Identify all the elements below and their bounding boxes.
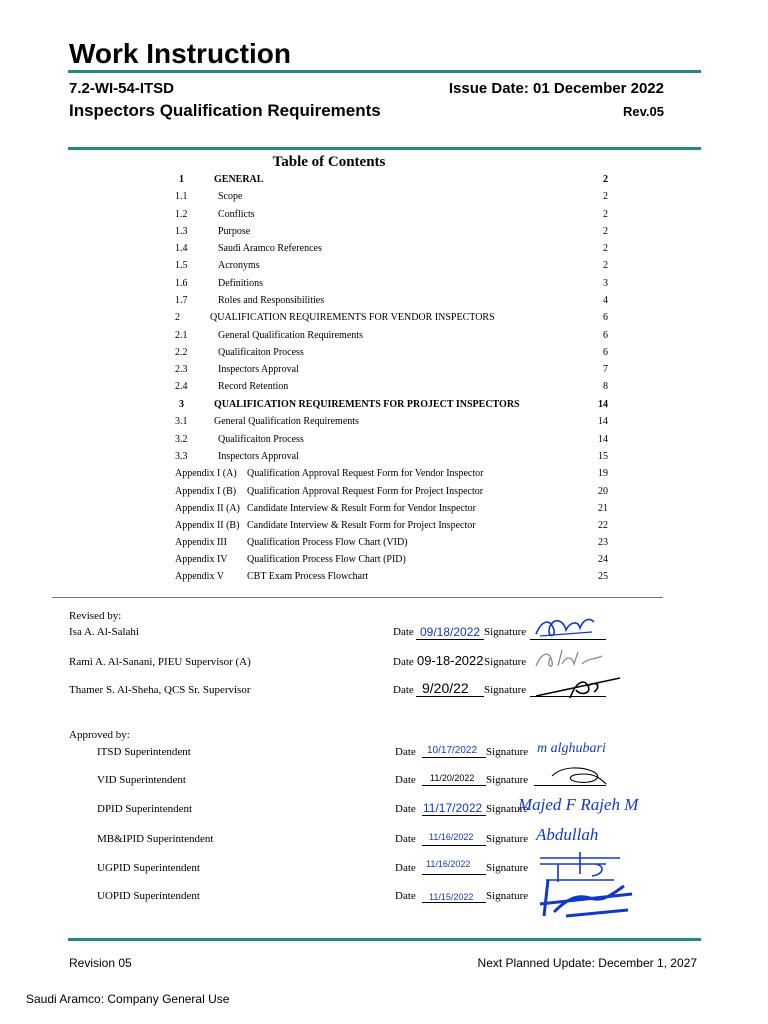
toc-entry-number: 2.2 [175,347,188,358]
date-label: Date [395,803,416,815]
toc-entry [0,295,768,311]
toc-entry-title: Roles and Responsibilities [218,295,325,306]
toc-entry-title: Record Retention [218,381,289,392]
document-title: Work Instruction [69,38,291,69]
toc-entry-page: 19 [598,468,608,479]
date-underline [422,902,486,903]
toc-entry-title: Inspectors Approval [218,451,299,462]
toc-entry [0,174,768,190]
toc-entry-number: 1.1 [175,191,188,202]
date-underline [422,815,486,816]
signature-label: Signature [484,684,527,696]
handwritten-signature [536,876,636,920]
approver-title: UOPID Superintendent [97,890,200,902]
toc-entry [0,468,768,484]
toc-entry-page: 14 [598,416,608,427]
handwritten-signature [532,646,607,672]
date-underline [416,696,484,697]
date-value: 09/18/2022 [420,625,481,639]
reviser-name: Isa A. Al-Salahi [69,626,139,638]
toc-entry-page: 2 [603,174,608,185]
toc-entry-title: General Qualification Requirements [214,416,359,427]
reviser-name: Thamer S. Al-Sheha, QCS Sr. Supervisor [69,684,251,696]
date-value: 11/16/2022 [429,832,474,842]
signature-label: Signature [486,833,529,845]
toc-entry-page: 21 [598,503,608,514]
header-bottom-rule [68,147,701,150]
toc-entry-page: 24 [598,554,608,565]
handwritten-signature [532,672,624,702]
date-label: Date [395,774,416,786]
date-label: Date [393,684,414,696]
toc-entry [0,537,768,553]
date-value: 11/16/2022 [426,859,471,869]
toc-entry [0,520,768,536]
revised-by-label: Revised by: [69,610,122,622]
toc-entry [0,399,768,415]
toc-entry [0,209,768,225]
toc-entry-page: 2 [603,209,608,220]
document-subject: Inspectors Qualification Requirements [69,101,381,120]
date-label: Date [393,656,414,668]
toc-entry-number: 3 [179,399,184,410]
date-value: 09-18-2022 [417,653,484,668]
toc-entry-title: Definitions [218,278,263,289]
date-label: Date [393,626,414,638]
signature-label: Signature [486,862,529,874]
approver-title: UGPID Superintendent [97,862,200,874]
toc-entry-page: 4 [603,295,608,306]
handwritten-signature: Abdullah [536,825,599,844]
toc-entry-number: Appendix II (B) [175,520,240,531]
signature-label: Signature [486,890,529,902]
toc-entry [0,486,768,502]
approver-title: ITSD Superintendent [97,746,191,758]
date-label: Date [395,862,416,874]
toc-entry-title: General Qualification Requirements [218,330,363,341]
toc-entry-title: Candidate Interview & Result Form for Vendor Inspector [247,503,476,514]
toc-entry-title: Saudi Aramco References [218,243,322,254]
toc-entry-page: 23 [598,537,608,548]
handwritten-signature: Majed F Rajeh M [518,795,639,814]
date-value: 11/17/2022 [423,801,483,815]
handwritten-signature: m alghubari [537,741,606,756]
date-value: 9/20/22 [422,680,469,696]
date-value: 11/15/2022 [429,892,474,902]
header-top-rule [68,70,701,73]
signature-label: Signature [486,803,529,815]
toc-entry-number: 3.2 [175,434,188,445]
date-value: 11/20/2022 [430,773,475,783]
toc-entry-page: 2 [603,243,608,254]
handwritten-signature [530,612,600,642]
signature-label: Signature [486,774,529,786]
toc-entry-page: 2 [603,260,608,271]
classification-label: Saudi Aramco: Company General Use [26,992,230,1006]
toc-entry [0,330,768,346]
date-underline [422,845,486,846]
toc-entry-page: 14 [598,434,608,445]
revision-label: Rev.05 [623,104,664,119]
toc-entry [0,278,768,294]
toc-entry-number: 1.7 [175,295,188,306]
toc-entry-number: Appendix I (B) [175,486,237,497]
date-label: Date [395,890,416,902]
toc-entry [0,364,768,380]
toc-entry [0,571,768,587]
date-label: Date [395,833,416,845]
toc-entry-number: 2.4 [175,381,188,392]
issue-date: Issue Date: 01 December 2022 [448,80,664,97]
date-underline [422,785,486,786]
toc-entry-number: 1.5 [175,260,188,271]
handwritten-signature [548,764,608,788]
toc-entry-page: 6 [603,330,608,341]
signature-label: Signature [484,626,527,638]
document-number: 7.2-WI-54-ITSD [69,80,175,97]
toc-entry-page: 2 [603,226,608,237]
toc-entry-number: 1.2 [175,209,188,220]
toc-entry [0,503,768,519]
toc-entry-number: 2 [175,312,180,323]
date-underline [422,757,486,758]
footer-revision: Revision 05 [69,956,132,970]
toc-entry-page: 7 [603,364,608,375]
toc-entry-title: Purpose [218,226,251,237]
toc-entry [0,347,768,363]
toc-entry-title: Acronyms [218,260,260,271]
toc-entry-number: Appendix III [175,537,227,548]
toc-entry-number: Appendix I (A) [175,468,237,479]
toc-title: Table of Contents [272,154,386,170]
date-value: 10/17/2022 [427,745,478,756]
toc-entry [0,243,768,259]
date-underline [416,639,484,640]
toc-entry [0,260,768,276]
toc-entry-number: 1.6 [175,278,188,289]
footer-next-update: Next Planned Update: December 1, 2027 [477,956,697,970]
toc-entry-title: Inspectors Approval [218,364,299,375]
toc-entry-title: Qualification Process Flow Chart (VID) [247,537,408,548]
approved-by-label: Approved by: [69,729,130,741]
toc-entry-page: 3 [603,278,608,289]
toc-entry-title: Qualificaiton Process [218,434,304,445]
toc-entry-page: 6 [603,347,608,358]
toc-entry-title: Qualification Process Flow Chart (PID) [247,554,406,565]
toc-divider [52,597,663,598]
toc-entry [0,191,768,207]
toc-entry-title: Qualification Approval Request Form for Project Inspector [247,486,484,497]
toc-entry-page: 22 [598,520,608,531]
toc-entry-number: 1.3 [175,226,188,237]
toc-entry-number: 1 [179,174,184,185]
footer-rule [68,938,701,941]
approver-title: MB&IPID Superintendent [97,833,214,845]
date-label: Date [395,746,416,758]
date-underline [422,874,486,875]
toc-entry-page: 8 [603,381,608,392]
toc-entry-number: 3.1 [175,416,188,427]
approver-title: VID Superintendent [97,774,186,786]
toc-entry-number: Appendix II (A) [175,503,240,514]
toc-entry-title: CBT Exam Process Flowchart [247,571,369,582]
reviser-name: Rami A. Al-Sanani, PIEU Supervisor (A) [69,656,251,668]
approver-title: DPID Superintendent [97,803,193,815]
toc-entry [0,381,768,397]
toc-entry-page: 2 [603,191,608,202]
toc-entry-page: 25 [598,571,608,582]
toc-entry [0,554,768,570]
toc-entry-page: 14 [598,399,608,410]
toc-entry-number: Appendix IV [175,554,228,565]
toc-entry [0,416,768,432]
toc-entry-page: 20 [598,486,608,497]
toc-entry-number: Appendix V [175,571,224,582]
toc-entry-title: GENERAL [214,174,264,185]
signature-label: Signature [484,656,527,668]
toc-entry [0,434,768,450]
toc-entry-number: 3.3 [175,451,188,462]
toc-entry-title: QUALIFICATION REQUIREMENTS FOR VENDOR INSPECTORS [210,312,495,323]
toc-entry [0,226,768,242]
toc-entry-title: Candidate Interview & Result Form for Project Inspector [247,520,476,531]
toc-entry-title: Qualificaiton Process [218,347,304,358]
toc-entry-page: 6 [603,312,608,323]
signature-label: Signature [486,746,529,758]
toc-entry-title: Scope [218,191,243,202]
toc-entry-title: Qualification Approval Request Form for Vendor Inspector [247,468,484,479]
toc-entry [0,451,768,467]
toc-entry-page: 15 [598,451,608,462]
toc-entry-title: QUALIFICATION REQUIREMENTS FOR PROJECT INSPECTORS [214,399,520,410]
toc-entry-number: 2.1 [175,330,188,341]
toc-entry [0,312,768,328]
toc-entry-title: Conflicts [218,209,255,220]
toc-entry-number: 2.3 [175,364,188,375]
toc-entry-number: 1.4 [175,243,188,254]
